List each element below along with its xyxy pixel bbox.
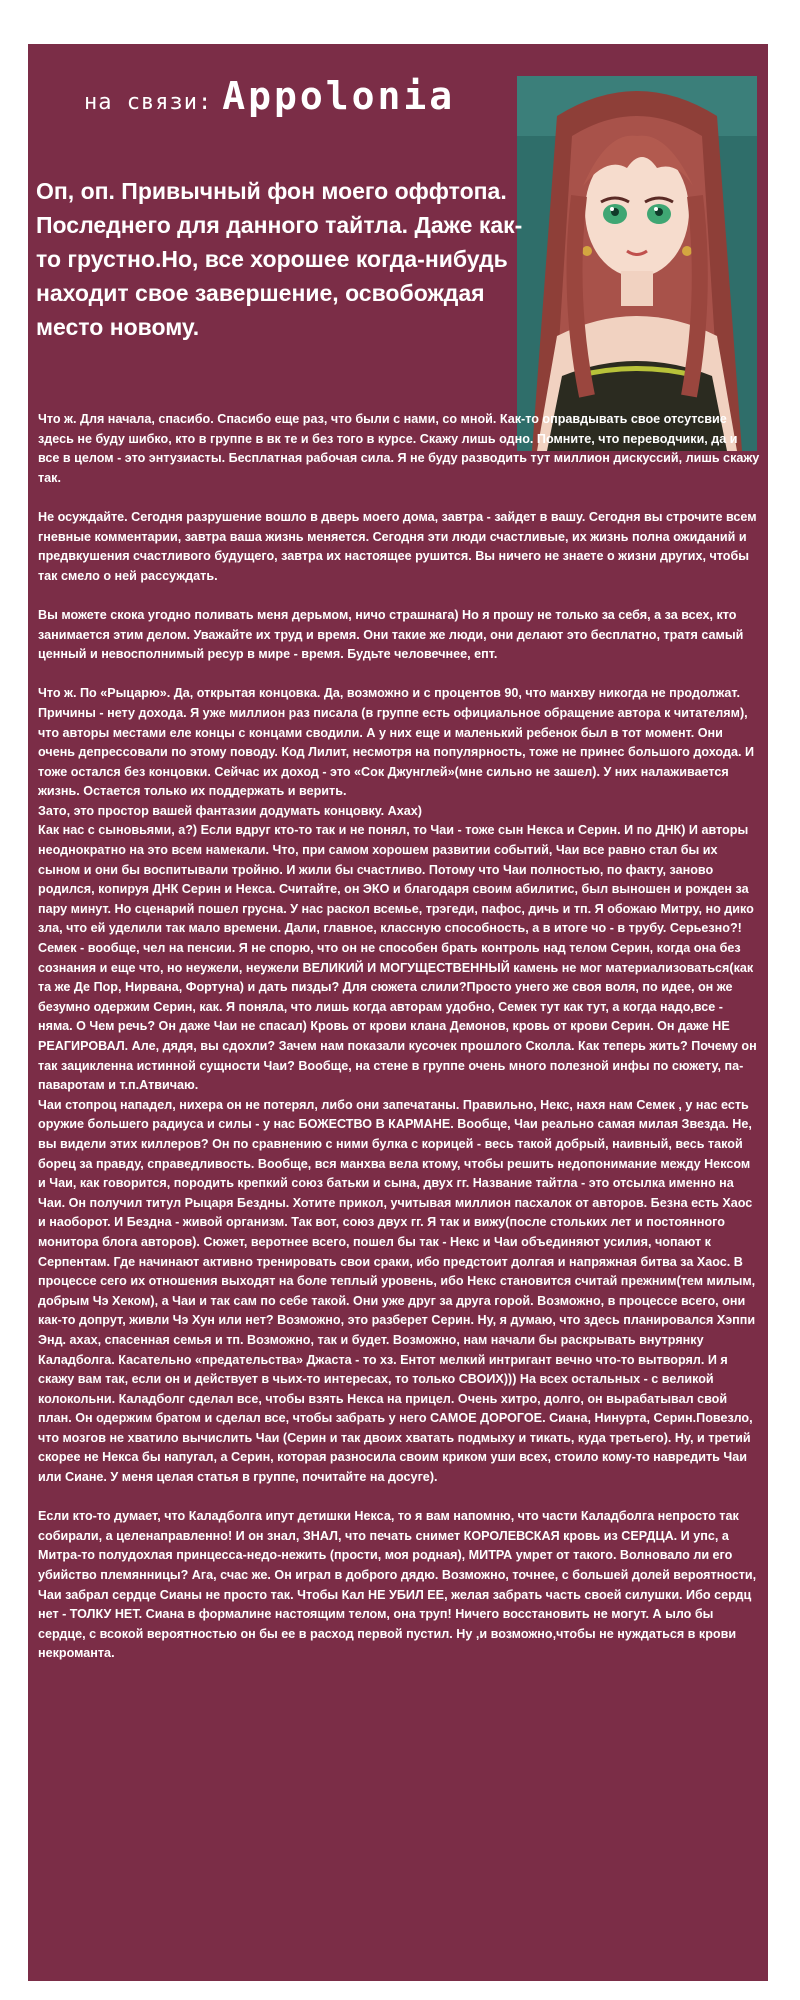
- paragraph: Как нас с сыновьями, а?) Если вдруг кто-то так и не понял, то Чаи - тоже сын Некса и Серин. И по ДНК) И авторы неоднократно на это всем намекали. Что, при самом хорошем развитии событий, Чаи все равно стал бы их сыном и они бы воспитывали тройню. И жили бы счастливо. Потому что Чаи полностью, по факту, заново родился, копируя ДНК Серин и Некса. Считайте, он ЭКО и благодаря своим абилитис, был выношен и рожден за пару минут. Но сценарий пошел грусна. У нас раскол всемье, трэгеди, пафос, дичь и тп. Я обожаю Митру, но дико зла, что ей уделили так мало времени. Дали, главное, классную способность, а в итоге чо - в трубу. Серьезно?! Семек - вообще, чел на пенсии. Я не спорю, что он не способен брать контроль над телом Серин, когда она без сознания и еще что, но неужели, неужели ВЕЛИКИЙ И МОГУЩЕСТВЕННЫЙ камень не мог материализоваться(как та же Де Пор, Нирвана, Фортуна) и дать пизды? Для сюжета слили?Просто унего же своя воля, по идее, он же безумно одержим Серин, как. Я поняла, что лишь когда авторам удобно, Семек тут как тут, а когда надо,все - няма. О Чем речь? Он даже Чаи не спасал) Кровь от крови клана Демонов, кровь от крови Серин. Он даже НЕ РЕАГИРОВАЛ. Але, дядя, вы сдохли? Зачем нам показали кусочек прошлого Сколла. Как теперь жить? Почему он так зацикленна истинной сущности Чаи? Вообще, на стене в группе очень много полезной инфы по сюжету, па-паваротам и т.п.Атвичаю.: [38, 823, 757, 1093]
- paragraph: Если кто-то думает, что Каладболга ипут детишки Некса, то я вам напомню, что части Каладболга непросто так собирали, а целенаправленно! И он знал, ЗНАЛ, что печать снимет КОРОЛЕВСКАЯ кровь из СЕРДЦА. И упс, а Митра-то полудохлая принцесса-недо-нежить (прости, моя родная), МИТРА умрет от такого. Волновало ли его убийство племянницы? Ага, счас же. Он играл в доброго дядю. Возможно, точнее, с большей долей вероятности, Чаи забрал сердце Сианы не просто так. Чтобы Кал НЕ УБИЛ ЕЕ, желая забрать часть своей силушки. Ибо сердц нет - ТОЛКУ НЕТ. Сиана в формалине настоящим телом, она труп! Ничего восстановить не могут. А ыло бы сердце, с всокой вероятностью он бы ее в расход первой пустил. Ну ,и возможно,чтобы не нуждаться в крови некроманта.: [38, 1509, 757, 1661]
- author-name: Appolonia: [222, 74, 456, 118]
- paragraph: Не осуждайте. Сегодня разрушение вошло в дверь моего дома, завтра - зайдет в вашу. Сегодня вы строчите всем гневные комментарии, завтра ваша жизнь меняется. Сегодня эти люди счастливые, их жизнь полна ожиданий и предвкушения счастливого будущего, завтра их настоящее рушится. Вы ничего не знаете о жизни других, чтобы так смело о ней рассуждать.: [38, 509, 757, 583]
- paragraph: Чаи стопроц нападел, нихера он не потерял, либо они запечатаны. Правильно, Некс, нахя нам Семек , у нас есть оружие большего радиуса и силы - у нас БОЖЕСТВО В КАРМАНЕ. Вообще, Чаи реально самая милая Звезда. Не, вы видели этих киллеров? Он по сравнению с ними булка с корицей - весь такой добрый, наивный, весь такой борец за правду, справедливость. Вообще, вся манхва вела ктому, чтобы решить недопонимание между Нексом и Чаи, как говорится, породить крепкий союз батьки и сына, двух гг. Название тайтла - это отсылка именно на Чаи. Он получил титул Рыцаря Бездны. Хотите прикол, учитывая миллион пасхалок от авторов. Безна есть Хаос и наоборот. И Бездна - живой организм. Так вот, союз двух гг. Я так и вижу(после стольких лет и постоянного монитора блога авторов). Сюжет, веротнее всего, пошел бы так - Некс и Чаи объединяют усилия, чопают к Серпентам. Где начинают активно тренировать свои сраки, ибо предстоит долгая и напряжная битва за Хаос. В процессе сего их отношения выходят на боле теплый уровень, ибо Некс становится считай прежним(тем милым, добрым Чэ Хеком), а Чаи и так сам по себе такой. Они уже друг за друга горой. Возможно, в процессе всего, они как-то допрут, живли Чэ Хун или нет? Возможно, это разберет Серин. Ну, я думаю, что здесь планировался Хэппи Энд. ахах, спасенная семья и тп. Возможно, так и будет. Возможно, нам начали бы раскрывать внутрянку Каладболга. Касательно «предательства» Джаста - то хз. Ентот мелкий интригант вечно что-то вытворял. И я скажу вам так, если он и действует в чьих-то интересах, то только СВОИХ))) На всех остальных - с великой колокольни. Каладболг сделал все, чтобы взять Некса на прицел. Очень хитро, долго, он вырабатывал свой план. Он одержим братом и сделал все, чтобы забрать у него САМОЕ ДОРОГОЕ. Сиана, Нинурта, Серин.Повезло, что мозгов не хватило вычислить Чаи (Серин и так двоих хватать подмыху и тикать, куда третьего). Ну, и третий скорее не Некса бы напугал, а Серин, которая разносила своим криком уши всех, стоило кому-то навредить Чаи или Сиане. У меня целая статья в группе, почитайте на досуге).: [38, 1097, 756, 1485]
- portrait-illustration: [517, 76, 757, 451]
- paragraph: Что ж. Для начала, спасибо. Спасибо еще раз, что были с нами, со мной. Как-то оправдывать свое отсутсвие здесь не буду шибко, кто в группе в вк те и без того в курсе. Скажу лишь одно. Помните, что переводчики, да и все в целом - это энтузиасты. Бесплатная рабочая сила. Я не буду разводить тут миллион дискуссий, лишь скажу так.: [38, 412, 760, 485]
- paragraph: Зато, это простор вашей фантазии додумать концовку. Ахах): [38, 803, 422, 818]
- post-body: [38, 410, 760, 1684]
- post-panel: [28, 44, 768, 1981]
- intro-text: Оп, оп. Привычный фон моего оффтопа. Последнего для данного тайтла. Даже как-то грустно.Но, все хорошее когда-нибудь находит свое завершение, освобождая место новому.: [36, 178, 523, 340]
- author-header: [84, 74, 455, 118]
- paragraph: Вы можете скока угодно поливать меня дерьмом, ничо страшнага) Но я прошу не только за себя, а за всех, кто занимается этим делом. Уважайте их труд и время. Они такие же люди, они делают это бесплатно, тратя самый ценный и невосполнимый ресур в мире - время. Будьте человечнее, епт.: [38, 607, 744, 662]
- paragraph: Что ж. По «Рыцарю». Да, открытая концовка. Да, возможно и с процентов 90, что манхву никогда не продолжат. Причины - нету дохода. Я уже миллион раз писала (в группе есть официальное обращение автора к читателям), что авторы местами еле концы с концами сводили. А у них еще и маленький ребенок был в тот момент. Они очень депрессовали по этому поводу. Код Лилит, несмотря на популярность, тоже не принес большого дохода. И тоже остался без концовки. Сейчас их доход - это «Сок Джунглей»(мне сильно не зашел). У них налаживается жизнь. Остается только их поддержать и верить.: [38, 686, 755, 799]
- anime-girl-portrait-icon: [517, 76, 757, 451]
- author-prefix: на связи:: [84, 90, 213, 115]
